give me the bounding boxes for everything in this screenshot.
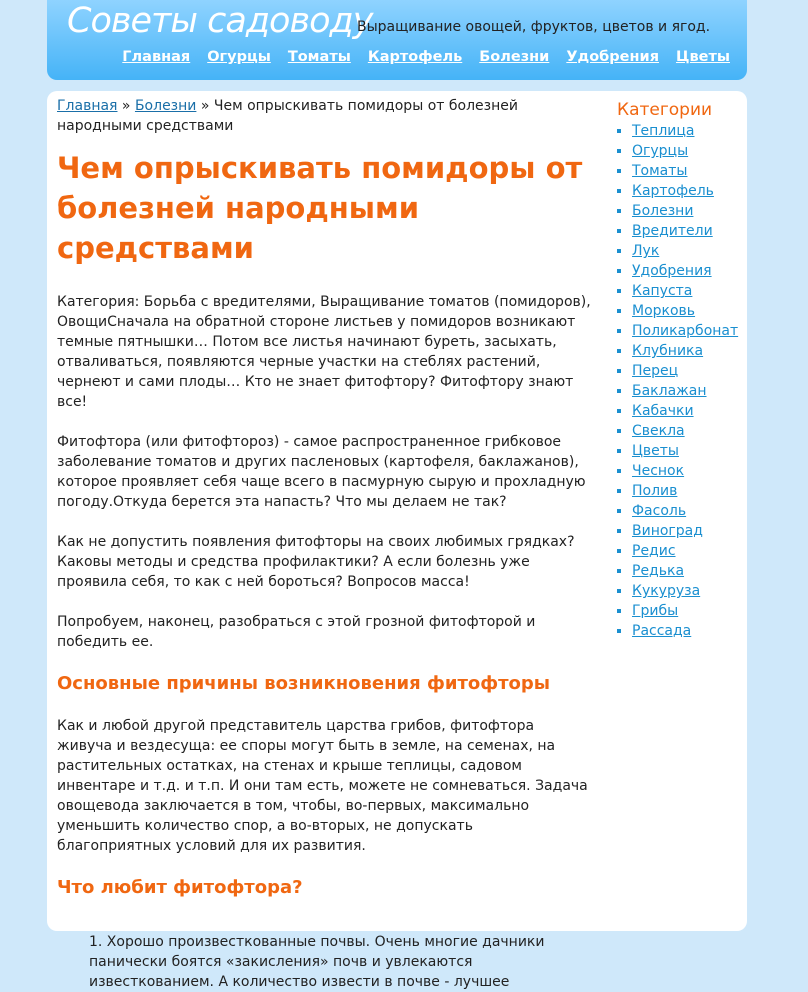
section-heading: Что любит фитофтора?	[57, 877, 303, 898]
list-item	[632, 241, 742, 261]
breadcrumb-separator: »	[196, 98, 214, 114]
list-item	[632, 381, 742, 401]
category-link[interactable]: Картофель	[632, 183, 714, 199]
category-link[interactable]: Редька	[632, 563, 685, 579]
article-paragraph: Как и любой другой представитель царства грибов, фитофтора живуча и вездесуща: ее споры могут быть в земле, на семенах, на растительных остатках, на стенах и крыше теплицы, садовом инвентаре и т.д. и т.п. И они там есть, можете не сомневаться. Задача овощевода заключается в том, чтобы, во-первых, максимально уменьшить количество спор, а во-вторых, не допускать благоприятных условий для их развития.	[57, 718, 588, 854]
list-item: 1. Хорошо произвесткованные почвы. Очень многие дачники панически боятся «закисления» почв и увлекаются известкованием. А количество извести в почве - лучшее	[89, 934, 545, 990]
category-link[interactable]: Капуста	[632, 283, 693, 299]
sidebar-title: Категории	[617, 100, 713, 120]
list-item	[632, 541, 742, 561]
category-link[interactable]: Свекла	[632, 423, 685, 439]
breadcrumb-current: Чем опрыскивать помидоры от болезней народными средствами	[57, 98, 518, 134]
category-link[interactable]: Кабачки	[632, 403, 694, 419]
article-paragraph: Фитофтора (или фитофтороз) - самое распространенное грибковое заболевание томатов и других пасленовых (картофеля, баклажанов), которое проявляет себя чаще всего в пасмурную сырую и прохладную погоду.Откуда берется эта напасть? Что мы делаем не так?	[57, 434, 586, 510]
category-link[interactable]: Цветы	[632, 443, 679, 459]
breadcrumb	[57, 96, 591, 136]
category-link[interactable]: Удобрения	[632, 263, 712, 279]
nav-link-home[interactable]: Главная	[122, 49, 191, 65]
list-item	[632, 141, 742, 161]
category-list	[617, 121, 742, 641]
nav-link-diseases[interactable]: Болезни	[479, 49, 550, 65]
list-item	[632, 301, 742, 321]
site-tagline: Выращивание овощей, фруктов, цветов и ягод.	[357, 19, 711, 35]
list-item	[632, 561, 742, 581]
content-panel	[47, 91, 747, 990]
category-link[interactable]: Клубника	[632, 343, 704, 359]
category-link[interactable]: Морковь	[632, 303, 696, 319]
list-item	[632, 441, 742, 461]
list-item	[632, 621, 742, 641]
article-column	[57, 96, 591, 992]
list-item	[632, 481, 742, 501]
list-item	[632, 221, 742, 241]
nav-link-flowers[interactable]: Цветы	[676, 49, 730, 65]
nav-link-tomatoes[interactable]: Томаты	[287, 49, 351, 65]
breadcrumb-separator: »	[117, 98, 135, 114]
article-paragraph: Как не допустить появления фитофторы на своих любимых грядках? Каковы методы и средства профилактики? А если болезнь уже проявила себя, то как с ней бороться? Вопросов масса!	[57, 534, 575, 590]
category-link[interactable]: Перец	[632, 363, 679, 379]
list-item	[632, 361, 742, 381]
list-item	[632, 261, 742, 281]
category-link[interactable]: Баклажан	[632, 383, 707, 399]
list-item	[632, 321, 742, 341]
article-paragraph: Категория: Борьба с вредителями, Выращивание томатов (помидоров), ОвощиСначала на обратной стороне листьев у помидоров возникают темные пятнышки… Потом все листья начинают буреть, засыхать, отваливаться, появляются черные участки на стеблях растений, чернеют и сами плоды… Кто не знает фитофтору? Фитофтору знают все!	[57, 294, 591, 410]
category-link[interactable]: Редис	[632, 543, 676, 559]
nav-link-fertilizers[interactable]: Удобрения	[566, 49, 660, 65]
category-link[interactable]: Огурцы	[632, 143, 689, 159]
category-link[interactable]: Болезни	[632, 203, 694, 219]
category-link[interactable]: Кукуруза	[632, 583, 701, 599]
category-link[interactable]: Лук	[632, 243, 660, 259]
list-item	[632, 601, 742, 621]
category-link[interactable]: Теплица	[632, 123, 695, 139]
section-heading: Основные причины возникновения фитофторы	[57, 673, 551, 694]
article-paragraph: Попробуем, наконец, разобраться с этой грозной фитофторой и победить ее.	[57, 614, 536, 650]
category-link[interactable]: Рассада	[632, 623, 692, 639]
list-item	[632, 341, 742, 361]
list-item	[632, 281, 742, 301]
breadcrumb-home[interactable]: Главная	[57, 98, 118, 114]
article-list	[57, 932, 591, 992]
list-item	[632, 161, 742, 181]
categories-sidebar	[617, 99, 742, 641]
category-link[interactable]: Поликарбонат	[632, 323, 739, 339]
list-item	[632, 421, 742, 441]
list-item	[632, 201, 742, 221]
article-title: Чем опрыскивать помидоры от болезней народными средствами	[57, 151, 583, 265]
main-nav	[122, 49, 730, 65]
category-link[interactable]: Чеснок	[632, 463, 685, 479]
site-header	[47, 0, 747, 80]
category-link[interactable]: Вредители	[632, 223, 713, 239]
category-link[interactable]: Грибы	[632, 603, 679, 619]
category-link[interactable]: Томаты	[632, 163, 688, 179]
nav-link-cucumbers[interactable]: Огурцы	[207, 49, 271, 65]
list-item	[632, 181, 742, 201]
category-link[interactable]: Полив	[632, 483, 678, 499]
category-link[interactable]: Фасоль	[632, 503, 687, 519]
list-item	[632, 581, 742, 601]
site-logo[interactable]: Советы садоводу	[67, 1, 373, 41]
list-item	[632, 461, 742, 481]
category-link[interactable]: Виноград	[632, 523, 703, 539]
list-item	[632, 401, 742, 421]
breadcrumb-section[interactable]: Болезни	[134, 98, 197, 114]
nav-link-potatoes[interactable]: Картофель	[367, 49, 463, 65]
list-item	[632, 121, 742, 141]
list-item	[632, 501, 742, 521]
list-item	[632, 521, 742, 541]
